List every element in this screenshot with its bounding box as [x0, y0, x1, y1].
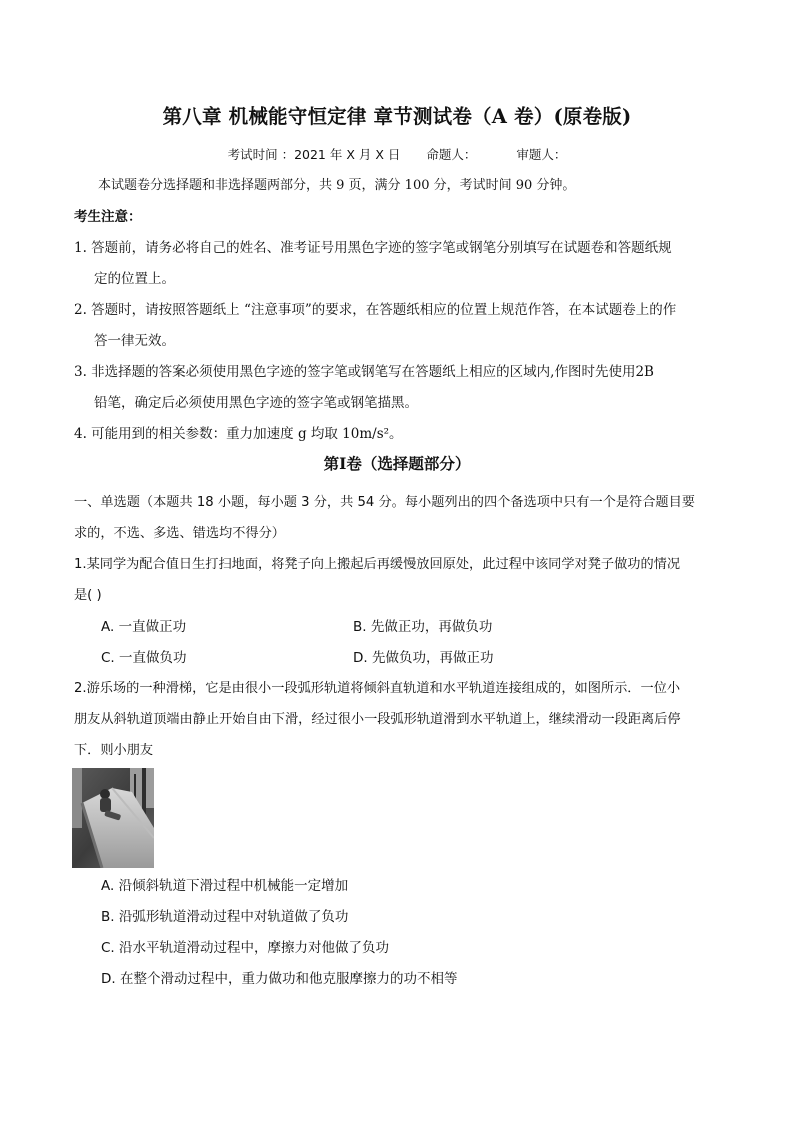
- question-1-line-2: 是( ): [74, 588, 102, 603]
- note-1-line-2: 定的位置上。: [94, 271, 175, 287]
- note-2-line-2: 答一律无效。: [94, 333, 175, 349]
- section-instruction-line-1: 一、单选题（本题共 18 小题，每小题 3 分，共 54 分。每小题列出的四个备选项中只有一个是符合题目要: [74, 495, 695, 510]
- question-2-option-d: D. 在整个滑动过程中，重力做功和他克服摩擦力的功不相等: [101, 971, 458, 987]
- note-2-line-1: 2. 答题时，请按照答题纸上 “注意事项”的要求，在答题纸相应的位置上规范作答，在本试题卷上的作: [74, 302, 677, 318]
- section-instruction-line-2: 求的，不选、多选、错选均不得分）: [74, 526, 285, 541]
- note-3-line-2: 铅笔，确定后必须使用黑色字迹的签字笔或钢笔描黑。: [94, 395, 418, 411]
- question-1-option-b: B. 先做正功，再做负功: [353, 619, 493, 635]
- note-3-line-1: 3. 非选择题的答案必须使用黑色字迹的签字笔或钢笔写在答题纸上相应的区域内,作图时先使用2B: [74, 364, 654, 380]
- question-2-line-2: 朋友从斜轨道顶端由静止开始自由下滑，经过很小一段弧形轨道滑到水平轨道上，继续滑动一段距离后停: [74, 712, 681, 727]
- exam-title: 第八章 机械能守恒定律 章节测试卷（A 卷）(原卷版): [162, 105, 632, 128]
- exam-summary: 本试题卷分选择题和非选择题两部分，共 9 页，满分 100 分，考试时间 90 分钟。: [98, 178, 576, 193]
- question-2-line-1: 2.游乐场的一种滑梯，它是由很小一段弧形轨道将倾斜直轨道和水平轨道连接组成的，如图所示．一位小: [74, 681, 681, 696]
- slide-photo: [72, 768, 154, 868]
- question-1-option-d: D. 先做负功，再做正功: [353, 650, 494, 666]
- proposer: 命题人：: [426, 147, 477, 162]
- question-1-option-a: A. 一直做正功: [101, 619, 187, 635]
- question-2-option-c: C. 沿水平轨道滑动过程中，摩擦力对他做了负功: [101, 940, 390, 956]
- question-2-option-b: B. 沿弧形轨道滑动过程中对轨道做了负功: [101, 909, 349, 925]
- section-title: 第Ⅰ卷（选择题部分）: [323, 454, 471, 473]
- question-1-line-1: 1.某同学为配合值日生打扫地面，将凳子向上搬起后再缓慢放回原处，此过程中该同学对凳子做功的情况: [74, 557, 681, 572]
- note-4: 4. 可能用到的相关参数：重力加速度 g 均取 10m/s²。: [74, 426, 403, 442]
- exam-time: 考试时间 ：2021 年 X 月 X 日: [227, 147, 401, 162]
- reviewer: 审题人：: [516, 147, 567, 162]
- question-2-line-3: 下．则小朋友: [74, 743, 154, 758]
- exam-meta-line: [0, 145, 794, 163]
- notice-heading: 考生注意：: [74, 209, 142, 225]
- question-1-option-c: C. 一直做负功: [101, 650, 187, 666]
- question-2-option-a: A. 沿倾斜轨道下滑过程中机械能一定增加: [101, 878, 349, 894]
- note-1-line-1: 1. 答题前，请务必将自己的姓名、准考证号用黑色字迹的签字笔或钢笔分别填写在试题卷和答题纸规: [74, 240, 672, 256]
